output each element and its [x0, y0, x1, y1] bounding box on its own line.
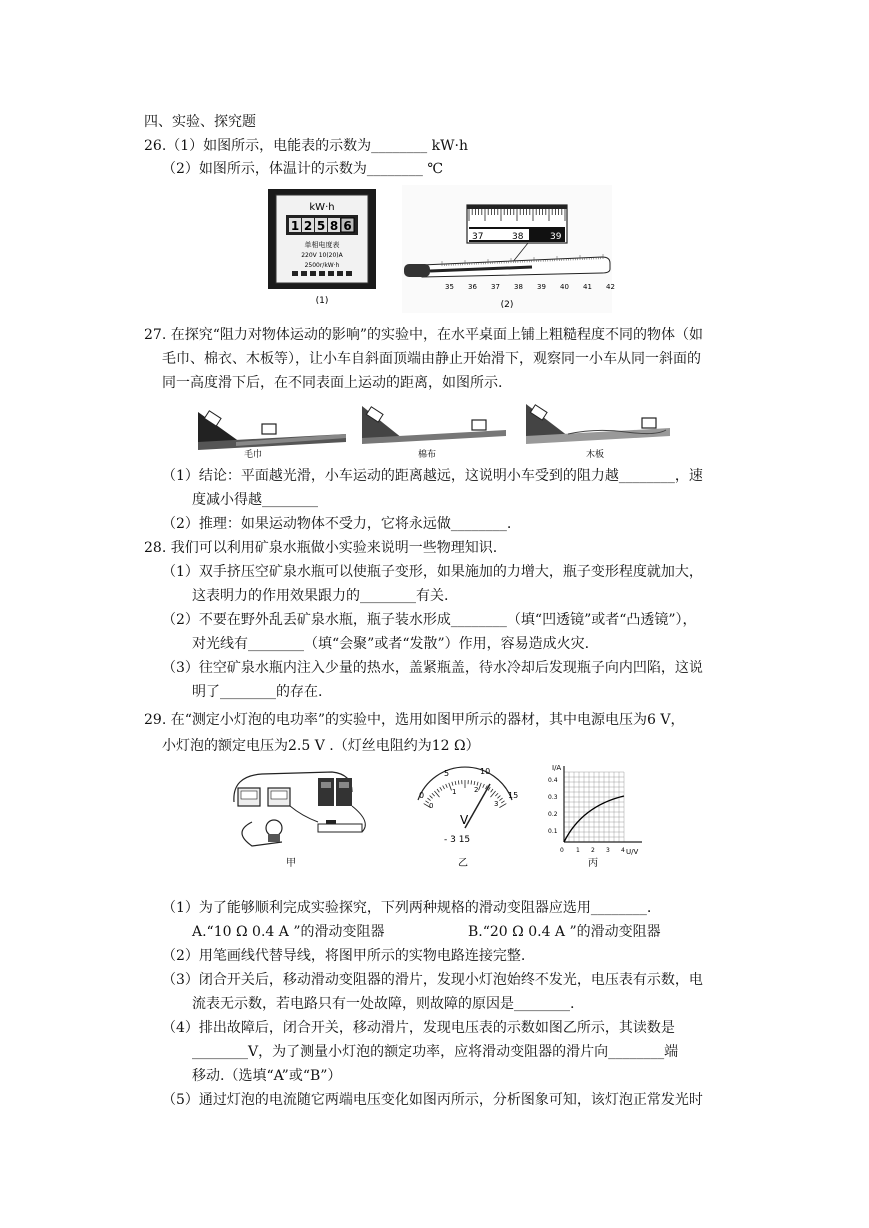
q29-figure-svg [222, 762, 650, 880]
q27-figure-svg [196, 398, 672, 460]
ramp-towel [198, 411, 346, 460]
zoom-label: 39 [550, 232, 562, 242]
volt-tick [499, 804, 506, 808]
q29-sub4a: （4）排出故障后，闭合开关，移动滑片，发现电压表的示数如图乙所示，其读数是 [162, 1020, 675, 1036]
graph-x-tick: 3 [606, 847, 610, 854]
q29-figure [222, 762, 650, 880]
volt-tick [427, 798, 430, 800]
q27-sub2: （2）推理：如果运动物体不受力，它将永远做________. [162, 516, 512, 532]
meter-digit: 5 [316, 219, 326, 233]
q28-sub1b: 这表明力的作用效果跟力的________有关. [192, 588, 449, 604]
volt-inner-label: 3 [494, 800, 499, 808]
volt-tick [440, 787, 442, 790]
volt-tick [437, 789, 439, 792]
q28-line1: 28. 我们可以利用矿泉水瓶做小实验来说明一些物理知识. [144, 540, 498, 556]
ramp-wood [526, 404, 670, 460]
zoom-label: 38 [512, 232, 524, 242]
thermometer-scale-label: 39 [537, 283, 546, 291]
q29-option-a: A.“10 Ω 0.4 A ”的滑动变阻器 [192, 924, 385, 940]
q27-line2: 毛巾、棉衣、木板等），让小车自斜面顶端由静止开始滑下，观察同一小车从同一斜面的 [162, 351, 701, 367]
volt-tick [474, 781, 475, 785]
voltmeter-terminals: - 3 15 [444, 835, 471, 845]
volt-tick [479, 783, 482, 791]
q27-figure [196, 398, 672, 460]
volt-tick [491, 789, 493, 792]
q26-figure [262, 185, 615, 313]
q28-sub1a: （1）双手挤压空矿泉水瓶可以使瓶子变形，如果施加的力增大，瓶子变形程度就加大， [162, 564, 703, 580]
volt-tick [455, 781, 456, 785]
meter-digit: 2 [303, 219, 313, 233]
q29-line2: 小灯泡的额定电压为2.5 V .（灯丝电阻约为12 Ω） [162, 738, 480, 754]
volt-scale-label: 5 [444, 769, 450, 778]
q26-figure-svg [262, 185, 615, 313]
volt-inner-label: 2 [474, 786, 479, 794]
volt-tick [501, 801, 504, 803]
surface-label: 木板 [586, 450, 605, 460]
thermometer-scale-label: 40 [560, 283, 569, 291]
graph-x-tick: 4 [621, 847, 625, 854]
thermometer-scale-label: 38 [514, 283, 523, 291]
meter-digit: 1 [290, 219, 300, 233]
meter-digit: 6 [343, 219, 352, 233]
volt-tick [499, 798, 502, 800]
q26-part1: 26.（1）如图所示，电能表的示数为________ kW·h [144, 138, 468, 154]
q27-sub1b: 度减小得越________ [192, 492, 318, 508]
meter-spec: 220V 10(20)A [301, 252, 343, 259]
q26-part2: （2）如图所示，体温计的示数为________ ℃ [162, 161, 444, 177]
thermometer-caption: (2) [500, 300, 514, 310]
thermometer-scale-label: 37 [491, 283, 500, 291]
q29-sub5: （5）通过灯泡的电流随它两端电压变化如图丙所示，分析图象可知，该灯泡正常发光时 [162, 1092, 703, 1108]
energy-meter-image [268, 189, 376, 306]
meter-unit-label: kW·h [309, 202, 335, 213]
volt-tick [497, 796, 500, 799]
thermometer-scale-label: 42 [606, 283, 615, 291]
volt-tick [495, 793, 498, 796]
volt-tick [458, 780, 459, 784]
thermometer-image [402, 185, 615, 313]
volt-inner-label: 0 [429, 802, 434, 810]
q29-sub1: （1）为了能够顺利完成实验探究，下列两种规格的滑动变阻器应选用________. [162, 900, 652, 916]
q29-line1: 29. 在“测定小灯泡的电功率”的实验中，选用如图甲所示的器材，其中电源电压为6 V， [144, 712, 685, 728]
section-title: 四、实验、探究题 [144, 114, 256, 130]
meter-rate: 2500r/kW·h [304, 262, 340, 269]
fig-label-jia: 甲 [286, 858, 296, 869]
circuit-image [234, 772, 365, 869]
graph-y-label: I/A [552, 764, 562, 772]
q29-option-b: B.“20 Ω 0.4 A ”的滑动变阻器 [468, 924, 661, 940]
q29-sub4b: ________V，为了测量小灯泡的额定功率，应将滑动变阻器的滑片向________端 [192, 1044, 679, 1060]
voltmeter-letter: V [460, 813, 469, 827]
graph-y-tick: 0.1 [548, 828, 558, 835]
graph-x-label: U/V [626, 848, 639, 856]
graph-x-tick: 2 [591, 847, 595, 854]
surface-label: 毛巾 [244, 450, 263, 460]
volt-tick [483, 784, 485, 788]
thermometer-scale-label: 35 [445, 283, 454, 291]
voltmeter-image [418, 767, 518, 869]
q29-sub2: （2）用笔画线代替导线，将图甲所示的实物电路连接完整. [162, 948, 526, 964]
fig-label-bing: 丙 [588, 858, 598, 869]
graph-x-tick: 0 [560, 847, 564, 854]
q29-sub3b: 流表无示数，若电路只有一处故障，则故障的原因是________. [192, 996, 575, 1012]
q29-sub4c: 移动.（选填“A”或“B”） [192, 1068, 342, 1084]
volt-tick [446, 784, 448, 788]
q28-sub2a: （2）不要在野外乱丢矿泉水瓶，瓶子装水形成________（填“凹透镜”或者“凸透镜”）， [162, 612, 697, 628]
volt-scale-label: 10 [480, 767, 491, 776]
graph-y-tick: 0.2 [548, 811, 558, 818]
volt-scale-label: 15 [508, 791, 519, 800]
q27-line1: 27. 在探究“阻力对物体运动的影响”的实验中，在水平桌面上铺上粗糙程度不同的物体（如 [144, 327, 704, 343]
ramp-cotton [362, 406, 506, 460]
iv-graph [548, 764, 642, 869]
graph-x-tick: 1 [576, 847, 580, 854]
volt-scale-label: 0 [419, 791, 425, 800]
zoom-label: 37 [472, 232, 484, 242]
surface-label: 棉布 [418, 450, 437, 460]
graph-y-tick: 0.3 [548, 794, 558, 801]
volt-inner-label: 1 [452, 788, 457, 796]
volt-tick [443, 786, 445, 790]
meter-digits [289, 218, 354, 233]
fig-label-yi: 乙 [458, 858, 468, 869]
q27-line3: 同一高度滑下后，在不同表面上运动的距离，如图所示. [162, 375, 503, 391]
thermometer-scale-label: 41 [583, 283, 592, 291]
volt-tick [430, 796, 433, 799]
q28-sub3a: （3）往空矿泉水瓶内注入少量的热水，盖紧瓶盖，待水冷却后发现瓶子向内凹陷，这说 [162, 660, 703, 676]
volt-tick [432, 793, 435, 796]
q27-sub1a: （1）结论：平面越光滑，小车运动的距离越远，这说明小车受到的阻力越________，速 [162, 468, 703, 484]
meter-name: 单相电度表 [304, 241, 340, 249]
meter-caption: (1) [315, 296, 329, 306]
q28-sub2b: 对光线有________（填“会聚”或者“发散”）作用，容易造成火灾. [192, 636, 590, 652]
graph-y-tick: 0.4 [548, 777, 558, 784]
q29-sub3a: （3）闭合开关后，移动滑动变阻器的滑片，发现小灯泡始终不发光，电压表有示数，电 [162, 972, 703, 988]
meter-digit: 8 [329, 219, 339, 233]
q28-sub3b: 明了________的存在. [192, 684, 323, 700]
volt-tick [452, 782, 453, 786]
thermometer-scale-label: 36 [468, 283, 477, 291]
volt-tick [471, 780, 472, 784]
